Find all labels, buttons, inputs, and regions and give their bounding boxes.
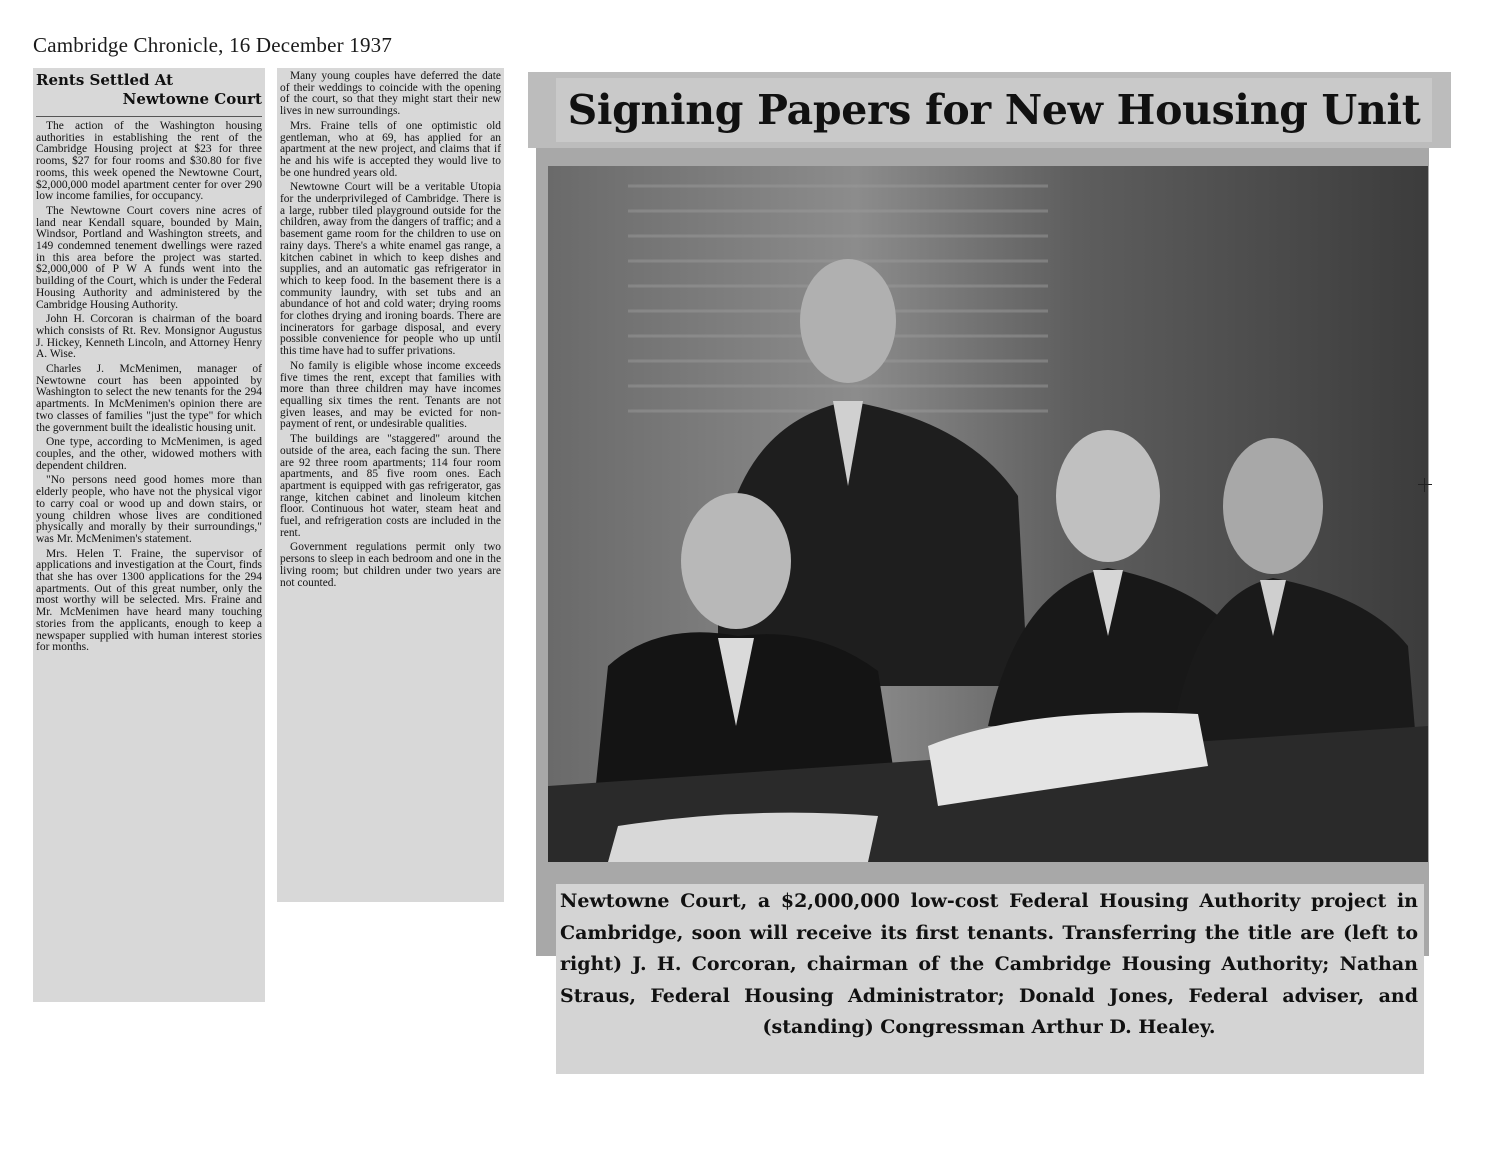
- headline-line-1: Rents Settled At: [36, 71, 173, 89]
- article-paragraph: Government regulations permit only two persons to sleep in each bedroom and one in the living room; but children under two years are not counted.: [280, 541, 501, 589]
- headline-rule: [36, 116, 262, 117]
- article-paragraph: Many young couples have deferred the date of their weddings to coincide with the opening of the court, so that they might start their new lives in new surroundings.: [280, 70, 501, 118]
- article-column-1: [33, 68, 265, 1002]
- article-paragraph: One type, according to McMenimen, is aged couples, and the other, widowed mothers with dependent children.: [36, 436, 262, 472]
- article-paragraph: Newtowne Court will be a veritable Utopia for the underprivileged of Cambridge. There is a large, rubber tiled playground outside for the children, away from the dangers of traffic; and a basement game room for the children to use on rainy days. There's a white enamel gas range, a kitchen cabinet in which to keep dishes and supplies, and an automatic gas refrigerator in which to keep food. In the basement there is a community laundry, with set tubs and an abundance of hot and cold water; drying rooms for clothes drying and ironing boards. There are incinerators for garbage disposal, and every possible convenience for people who up until this time have had to suffer privations.: [280, 181, 501, 358]
- photo-feature: [528, 72, 1451, 1076]
- article-paragraph: The buildings are "staggered" around the outside of the area, each facing the sun. There are 92 three room apartments; 114 four room apartments, and 85 five room ones. Each apartment is equipped with gas refrigerator, gas range, kitchen cabinet and linoleum kitchen floor. Continuous hot water, steam heat and fuel, and refrigeration costs are included in the rent.: [280, 433, 501, 539]
- photo-illustration: [548, 166, 1428, 862]
- article-paragraph: The action of the Washington housing authorities in establishing the rent of the Cambridge Housing project at $23 for three rooms, $27 for four rooms and $30.80 for five rooms, this week opened the Newtowne Court, $2,000,000 model apartment center for over 290 low income families, for occupancy.: [36, 120, 262, 203]
- headline-line-2: Newtowne Court: [122, 90, 262, 108]
- news-photo: [548, 166, 1428, 862]
- article-paragraph: "No persons need good homes more than elderly people, who have not the physical vigor to carry coal or wood up and down stairs, or young children whose lives are conditioned physically and morally by their surroundings," was Mr. McMenimen's statement.: [36, 474, 262, 545]
- standing-man-head: [800, 259, 896, 383]
- photo-caption: Newtowne Court, a $2,000,000 low-cost Federal Housing Authority project in Cambridge, soon will receive its first tenants. Transferring the title are (left to right) J. H. Corcoran, chairman of the Cambridge Housing Authority; Nathan Straus, Federal Housing Administrator; Donald Jones, Federal adviser, and (standing) Congressman Arthur D. Healey.: [556, 884, 1424, 1074]
- article-paragraph: Charles J. McMenimen, manager of Newtowne court has been appointed by Washington to select the new tenants for the 294 apartments. In McMenimen's opinion there are two classes of families "just the type" for which the government built the idealistic housing unit.: [36, 363, 262, 434]
- article-paragraph: John H. Corcoran is chairman of the board which consists of Rt. Rev. Monsignor Augustus J. Hickey, Kenneth Lincoln, and Attorney Henry A. Wise.: [36, 313, 262, 361]
- article-column-2: [277, 68, 504, 902]
- photo-frame: [536, 148, 1429, 956]
- photo-title-band: [528, 72, 1451, 148]
- article-paragraph: Mrs. Helen T. Fraine, the supervisor of applications and investigation at the Court, finds that she has over 1300 applications for the 294 apartments. Out of this great number, only the most worthy will be selected. Mrs. Fraine and Mr. McMenimen have heard many touching stories from the applicants, enough to keep a newspaper supplied with human interest stories for months.: [36, 547, 262, 654]
- crosshair-cursor-icon: [1418, 478, 1432, 492]
- page-header: Cambridge Chronicle, 16 December 1937: [33, 33, 393, 57]
- article-paragraph: The Newtowne Court covers nine acres of land near Kendall square, bounded by Main, Windsor, Portland and Washington streets, and 149 condemned tenement dwellings were razed in this area before the project was started. $2,000,000 of P W A funds went into the building of the Court, which is under the Federal Housing Authority and administered by the Cambridge Housing Authority.: [36, 204, 262, 311]
- article-paragraph: No family is eligible whose income exceeds five times the rent, except that families with more than three children may have incomes equalling six times the rent. Tenants are not given leases, and may be evicted for non-payment of rent, or undesirable qualities.: [280, 359, 501, 431]
- article-paragraph: Mrs. Fraine tells of one optimistic old gentleman, who at 69, has applied for an apartment at the new project, and claims that if he and his wife is accepted they would live to be one hundred years old.: [280, 119, 501, 179]
- article-headline: [36, 71, 262, 109]
- photo-title: Signing Papers for New Housing Unit: [556, 78, 1432, 142]
